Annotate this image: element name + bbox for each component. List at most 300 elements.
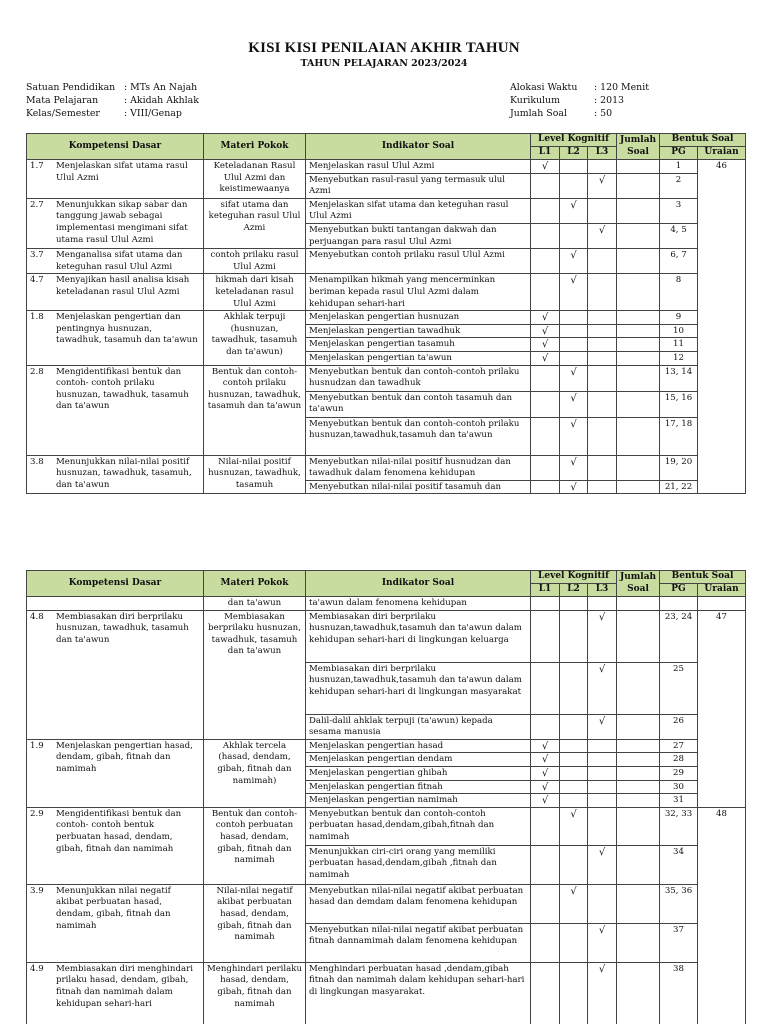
jumlah-soal-cell bbox=[617, 714, 660, 739]
level-2-cell bbox=[560, 766, 588, 780]
jumlah-soal-cell bbox=[617, 794, 660, 808]
kd-number: 3.9 bbox=[30, 885, 44, 896]
pg-cell: 13, 14 bbox=[660, 365, 698, 391]
level-2-cell bbox=[560, 417, 588, 455]
table-row bbox=[27, 884, 746, 923]
kd-content bbox=[30, 200, 200, 246]
level-2-cell bbox=[560, 923, 588, 962]
pg-cell: 17, 18 bbox=[660, 417, 698, 455]
kd-cell bbox=[27, 884, 204, 962]
level-3-cell bbox=[588, 365, 617, 391]
pg-cell: 21, 22 bbox=[660, 480, 698, 494]
level-2-cell bbox=[560, 480, 588, 494]
kd-cell bbox=[27, 807, 204, 884]
level-3-cell bbox=[588, 160, 617, 174]
jumlah-soal-cell bbox=[617, 780, 660, 794]
materi-cell: sifat utama dan keteguhan rasul Ulul Azmi bbox=[204, 198, 306, 248]
check-mark: √ bbox=[541, 161, 549, 172]
kd-text: Membiasakan diri berprilaku husnuzan, tawadhuk, tasamuh dan ta'awun bbox=[56, 611, 189, 645]
indikator-cell: Menampilkan hikmah yang mencerminkan beriman kepada rasul Ulul Azmi dalam kehidupan sehari-hari bbox=[306, 274, 531, 311]
level-2-cell bbox=[560, 753, 588, 767]
kd-content bbox=[30, 312, 200, 347]
level-3-cell bbox=[588, 714, 617, 739]
materi-cell: Bentuk dan contoh-contoh perbuatan hasad, dendam, gibah, fitnah dan namimah bbox=[204, 807, 306, 884]
kd-text: Menganalisa sifat utama dan keteguhan rasul Ulul Azmi bbox=[56, 250, 183, 272]
kd-number: 2.8 bbox=[30, 366, 44, 377]
level-2-cell bbox=[560, 160, 588, 174]
jumlah-soal-cell bbox=[617, 480, 660, 494]
kd-content bbox=[30, 457, 200, 492]
check-mark: √ bbox=[541, 781, 549, 793]
indikator-cell: Menyebutkan bentuk dan contoh-contoh perbuatan hasad,dendam,gibah,fitnah dan namimah bbox=[306, 807, 531, 845]
level-3-cell bbox=[588, 923, 617, 962]
indikator-cell: Menjelaskan pengertian fitnah bbox=[306, 780, 531, 794]
header-kompetensi-dasar: Kompetensi Dasar bbox=[27, 134, 204, 160]
kd-content bbox=[30, 886, 200, 932]
level-1-cell bbox=[531, 391, 560, 417]
level-1-cell bbox=[531, 739, 560, 753]
header-indikator-soal: Indikator Soal bbox=[306, 571, 531, 597]
indikator-cell: Menghindari perbuatan hasad ,dendam,gibah fitnah dan namimah dalam kehidupan sehari-hari di lingkungan masyarakat. bbox=[306, 962, 531, 1024]
table-row bbox=[27, 365, 746, 391]
header-jumlah-soal: Jumlah Soal bbox=[617, 134, 660, 160]
pg-cell: 35, 36 bbox=[660, 884, 698, 923]
level-3-cell bbox=[588, 274, 617, 311]
indikator-cell: Menyebutkan bentuk dan contoh tasamuh dan ta'awun bbox=[306, 391, 531, 417]
carry-row bbox=[27, 597, 746, 611]
info-value: : MTs An Najah bbox=[124, 82, 198, 93]
level-2-cell bbox=[560, 662, 588, 714]
level-1-cell bbox=[531, 753, 560, 767]
pg-cell: 31 bbox=[660, 794, 698, 808]
header-level-kognitif: Level Kognitif bbox=[531, 571, 617, 584]
level-2-cell bbox=[560, 223, 588, 248]
kd-cell bbox=[27, 739, 204, 807]
table-row bbox=[27, 274, 746, 311]
check-mark: √ bbox=[598, 611, 606, 623]
header-pg: PG bbox=[660, 147, 698, 160]
check-mark: √ bbox=[541, 795, 549, 807]
kd-number: 1.7 bbox=[30, 161, 44, 171]
pg-cell: 2 bbox=[660, 173, 698, 198]
info-row bbox=[510, 94, 649, 107]
level-3-cell bbox=[588, 417, 617, 455]
header-l3: L3 bbox=[588, 584, 617, 597]
header-uraian: Uraian bbox=[698, 147, 746, 160]
kd-number: 3.7 bbox=[30, 250, 44, 261]
level-2-cell bbox=[560, 962, 588, 1024]
level-2-cell bbox=[560, 714, 588, 739]
pg-cell: 30 bbox=[660, 780, 698, 794]
level-3-cell bbox=[588, 338, 617, 352]
check-mark: √ bbox=[541, 767, 549, 779]
pg-cell: 28 bbox=[660, 753, 698, 767]
jumlah-soal-cell bbox=[617, 324, 660, 338]
jumlah-soal-cell bbox=[617, 884, 660, 923]
pg-cell: 11 bbox=[660, 338, 698, 352]
check-mark: √ bbox=[598, 663, 606, 675]
header-bentuk-soal: Bentuk Soal bbox=[660, 571, 746, 584]
kd-number: 2.9 bbox=[30, 808, 44, 819]
empty-cell bbox=[531, 597, 560, 611]
materi-cell: Keteladanan Rasul Ulul Azmi dan keistimewaanya bbox=[204, 160, 306, 199]
indikator-cell: Menjelaskan pengertian ghibah bbox=[306, 766, 531, 780]
level-2-cell bbox=[560, 794, 588, 808]
info-key: Kelas/Semester bbox=[26, 108, 100, 119]
level-3-cell bbox=[588, 780, 617, 794]
info-row bbox=[510, 81, 649, 94]
level-3-cell bbox=[588, 455, 617, 480]
check-mark: √ bbox=[598, 715, 606, 727]
kd-number: 1.8 bbox=[30, 312, 44, 323]
table-row bbox=[27, 610, 746, 662]
table-row bbox=[27, 739, 746, 753]
kd-number: 1.9 bbox=[30, 740, 44, 751]
jumlah-soal-cell bbox=[617, 338, 660, 352]
table-row bbox=[27, 160, 746, 174]
kd-number: 4.7 bbox=[30, 275, 44, 286]
level-1-cell bbox=[531, 610, 560, 662]
info-key: Satuan Pendidikan bbox=[26, 82, 116, 93]
header-l2: L2 bbox=[560, 584, 588, 597]
indikator-cell: Menyebutkan bentuk dan contoh-contoh prilaku husnuzan,tawadhuk,tasamuh dan ta'awun bbox=[306, 417, 531, 455]
level-3-cell bbox=[588, 884, 617, 923]
table-row bbox=[27, 249, 746, 274]
uraian-cell bbox=[698, 597, 746, 611]
level-1-cell bbox=[531, 223, 560, 248]
pg-cell: 8 bbox=[660, 274, 698, 311]
level-2-cell bbox=[560, 311, 588, 325]
indikator-cell: Menjelaskan pengertian ta'awun bbox=[306, 351, 531, 365]
kd-number: 4.8 bbox=[30, 611, 44, 622]
jumlah-soal-cell bbox=[617, 455, 660, 480]
check-mark: √ bbox=[570, 885, 577, 897]
header-l3: L3 bbox=[588, 147, 617, 160]
header-level-kognitif: Level Kognitif bbox=[531, 134, 617, 147]
level-1-cell bbox=[531, 766, 560, 780]
indikator-cell: Menjelaskan pengertian tasamuh bbox=[306, 338, 531, 352]
level-1-cell bbox=[531, 884, 560, 923]
kisi-table-page-1 bbox=[26, 133, 746, 494]
info-row bbox=[26, 81, 199, 94]
jumlah-soal-cell bbox=[617, 610, 660, 662]
info-value: : Akidah Akhlak bbox=[124, 95, 199, 106]
jumlah-soal-cell bbox=[617, 311, 660, 325]
level-1-cell bbox=[531, 714, 560, 739]
pg-cell: 19, 20 bbox=[660, 455, 698, 480]
indikator-cell: Menjelaskan pengertian dendam bbox=[306, 753, 531, 767]
kd-cell bbox=[27, 249, 204, 274]
kd-cell bbox=[27, 455, 204, 494]
kd-text: Menjelaskan pengertian dan pentingnya husnuzan, tawadhuk, tasamuh dan ta'awun bbox=[56, 312, 198, 346]
indikator-cell: Menjelaskan pengertian hasad bbox=[306, 739, 531, 753]
materi-cell: Nilai-nilai positif husnuzan, tawadhuk, tasamuh bbox=[204, 455, 306, 494]
materi-cell: Menghindari perilaku hasad, dendam, gibah, fitnah dan namimah bbox=[204, 962, 306, 1024]
materi-cell: Bentuk dan contoh-contoh prilaku husnuzan, tawadhuk, tasamuh dan ta'awun bbox=[204, 365, 306, 455]
info-block-right bbox=[510, 81, 649, 120]
indikator-cell: Membiasakan diri berprilaku husnuzan,tawadhuk,tasamuh dan ta'awun dalam kehidupan sehari-hari di lingkungan keluarga bbox=[306, 610, 531, 662]
level-1-cell bbox=[531, 324, 560, 338]
jumlah-soal-cell bbox=[617, 766, 660, 780]
jumlah-soal-cell bbox=[617, 739, 660, 753]
pg-cell: 6, 7 bbox=[660, 249, 698, 274]
kd-cell bbox=[27, 962, 204, 1024]
check-mark: √ bbox=[598, 924, 606, 936]
materi-cell: Akhlak tercela (hasad, dendam, gibah, fitnah dan namimah) bbox=[204, 739, 306, 807]
level-2-cell bbox=[560, 455, 588, 480]
pg-cell: 15, 16 bbox=[660, 391, 698, 417]
jumlah-soal-cell bbox=[617, 173, 660, 198]
level-3-cell bbox=[588, 173, 617, 198]
level-3-cell bbox=[588, 662, 617, 714]
level-1-cell bbox=[531, 807, 560, 845]
level-2-cell bbox=[560, 324, 588, 338]
indikator-cell: ta'awun dalam fenomena kehidupan bbox=[306, 597, 531, 611]
kd-text: Menunjukkan nilai-nilai positif husnuzan, tawadhuk, tasamuh, dan ta'awun bbox=[56, 456, 192, 490]
check-mark: √ bbox=[598, 963, 606, 975]
indikator-cell: Menyebutkan contoh prilaku rasul Ulul Azmi bbox=[306, 249, 531, 274]
header-l1: L1 bbox=[531, 147, 560, 160]
indikator-cell: Menyebutkan bukti tantangan dakwah dan perjuangan para rasul Ulul Azmi bbox=[306, 223, 531, 248]
indikator-cell: Menyebutkan nilai-nilai negatif akibat perbuatan fitnah dannamimah dalam fenomena kehidupan bbox=[306, 923, 531, 962]
kd-text: Mengidentifikasi bentuk dan contoh- contoh prilaku husnuzan, tawadhuk, tasamuh dan ta'awun bbox=[56, 366, 189, 412]
info-value: : 2013 bbox=[594, 95, 624, 106]
materi-cell: dan ta'awun bbox=[204, 597, 306, 611]
pg-cell: 3 bbox=[660, 198, 698, 223]
materi-cell: Akhlak terpuji (husnuzan, tawadhuk, tasamuh dan ta'awun) bbox=[204, 311, 306, 365]
kd-number: 4.9 bbox=[30, 963, 44, 974]
kd-content bbox=[30, 612, 200, 647]
indikator-cell: Menyebutkan bentuk dan contoh-contoh prilaku husnudzan dan tawadhuk bbox=[306, 365, 531, 391]
info-block-left bbox=[26, 81, 199, 120]
level-2-cell bbox=[560, 391, 588, 417]
level-1-cell bbox=[531, 351, 560, 365]
check-mark: √ bbox=[570, 418, 577, 430]
jumlah-soal-cell bbox=[617, 223, 660, 248]
table-row bbox=[27, 962, 746, 1024]
indikator-cell: Menyebutkan rasul-rasul yang termasuk ulul Azmi bbox=[306, 173, 531, 198]
indikator-cell: Menjelaskan pengertian husnuzan bbox=[306, 311, 531, 325]
table-row bbox=[27, 455, 746, 480]
check-mark: √ bbox=[541, 352, 549, 364]
jumlah-soal-cell bbox=[617, 198, 660, 223]
kd-content bbox=[30, 964, 200, 1010]
kd-content bbox=[30, 275, 200, 298]
check-mark: √ bbox=[541, 312, 549, 324]
level-2-cell bbox=[560, 338, 588, 352]
info-row bbox=[26, 107, 199, 120]
materi-cell: hikmah dari kisah keteladanan rasul Ulul Azmi bbox=[204, 274, 306, 311]
level-1-cell bbox=[531, 455, 560, 480]
table-row bbox=[27, 198, 746, 223]
materi-cell: Membiasakan berprilaku husnuzan, tawadhuk, tasamuh dan ta'awun bbox=[204, 610, 306, 739]
check-mark: √ bbox=[541, 325, 549, 337]
level-1-cell bbox=[531, 249, 560, 274]
check-mark: √ bbox=[541, 754, 549, 766]
check-mark: √ bbox=[570, 481, 577, 493]
info-row bbox=[26, 94, 199, 107]
level-3-cell bbox=[588, 480, 617, 494]
jumlah-soal-cell bbox=[617, 753, 660, 767]
level-3-cell bbox=[588, 324, 617, 338]
level-3-cell bbox=[588, 962, 617, 1024]
empty-cell bbox=[588, 597, 617, 611]
pg-cell: 9 bbox=[660, 311, 698, 325]
info-row bbox=[510, 107, 649, 120]
pg-cell: 23, 24 bbox=[660, 610, 698, 662]
indikator-cell: Menjelaskan sifat utama dan keteguhan rasul Ulul Azmi bbox=[306, 198, 531, 223]
kd-cell bbox=[27, 274, 204, 311]
check-mark: √ bbox=[570, 456, 577, 468]
pg-cell: 29 bbox=[660, 766, 698, 780]
uraian-cell: 46 bbox=[698, 160, 746, 494]
pg-cell: 38 bbox=[660, 962, 698, 1024]
check-mark: √ bbox=[598, 846, 606, 858]
level-1-cell bbox=[531, 365, 560, 391]
kisi-table-page-2 bbox=[26, 570, 746, 1024]
kd-cell bbox=[27, 160, 204, 199]
pg-cell: 32, 33 bbox=[660, 807, 698, 845]
level-1-cell bbox=[531, 198, 560, 223]
pg-cell: 1 bbox=[660, 160, 698, 174]
level-1-cell bbox=[531, 794, 560, 808]
empty-cell bbox=[617, 597, 660, 611]
document-subtitle: TAHUN PELAJARAN 2023/2024 bbox=[300, 58, 468, 69]
materi-cell: contoh prilaku rasul Ulul Azmi bbox=[204, 249, 306, 274]
header-materi-pokok: Materi Pokok bbox=[204, 571, 306, 597]
kd-text: Menunjukkan nilai negatif akibat perbuatan hasad, dendam, gibah, fitnah dan namimah bbox=[56, 885, 171, 931]
pg-cell: 27 bbox=[660, 739, 698, 753]
header-l2: L2 bbox=[560, 147, 588, 160]
header-uraian: Uraian bbox=[698, 584, 746, 597]
pg-cell: 4, 5 bbox=[660, 223, 698, 248]
kd-content bbox=[30, 161, 200, 184]
level-1-cell bbox=[531, 173, 560, 198]
header-kompetensi-dasar: Kompetensi Dasar bbox=[27, 571, 204, 597]
indikator-cell: Menyebutkan nilai-nilai positif tasamuh dan bbox=[306, 480, 531, 494]
indikator-cell: Membiasakan diri berprilaku husnuzan,tawadhuk,tasamuh dan ta'awun dalam kehidupan sehari-hari di lingkungan masyarakat bbox=[306, 662, 531, 714]
jumlah-soal-cell bbox=[617, 962, 660, 1024]
kd-cell bbox=[27, 365, 204, 455]
kd-text: Menjelaskan pengertian hasad, dendam, gibah, fitnah dan namimah bbox=[56, 740, 193, 774]
level-2-cell bbox=[560, 249, 588, 274]
jumlah-soal-cell bbox=[617, 807, 660, 845]
materi-cell: Nilai-nilai negatif akibat perbuatan hasad, dendam, gibah, fitnah dan namimah bbox=[204, 884, 306, 962]
level-1-cell bbox=[531, 338, 560, 352]
header-l1: L1 bbox=[531, 584, 560, 597]
level-1-cell bbox=[531, 480, 560, 494]
level-1-cell bbox=[531, 962, 560, 1024]
check-mark: √ bbox=[570, 366, 577, 378]
kd-content bbox=[30, 367, 200, 413]
check-mark: √ bbox=[541, 339, 549, 351]
kd-number: 3.8 bbox=[30, 456, 44, 467]
table-row bbox=[27, 311, 746, 325]
info-key: Alokasi Waktu bbox=[510, 82, 578, 93]
indikator-cell: Menjelaskan pengertian namimah bbox=[306, 794, 531, 808]
uraian-cell: 48 bbox=[698, 807, 746, 1024]
info-value: : VIII/Genap bbox=[124, 108, 182, 119]
level-2-cell bbox=[560, 198, 588, 223]
info-value: : 50 bbox=[594, 108, 613, 119]
jumlah-soal-cell bbox=[617, 160, 660, 174]
kd-text: Menyajikan hasil analisa kisah keteladanan rasul Ulul Azmi bbox=[56, 275, 190, 297]
kd-content bbox=[30, 809, 200, 855]
kd-text: Membiasakan diri menghindari prilaku hasad, dendam, gibah, fitnah dan namimah dalam kehidupan sehari-hari bbox=[56, 963, 193, 1009]
level-3-cell bbox=[588, 610, 617, 662]
level-3-cell bbox=[588, 223, 617, 248]
jumlah-soal-cell bbox=[617, 274, 660, 311]
level-3-cell bbox=[588, 739, 617, 753]
info-key: Mata Pelajaran bbox=[26, 95, 99, 106]
jumlah-soal-cell bbox=[617, 391, 660, 417]
pg-cell: 10 bbox=[660, 324, 698, 338]
kd-text: Menunjukkan sikap sabar dan tanggung jawab sebagai implementasi mengimani sifat utama rasul Ulul Azmi bbox=[56, 199, 188, 245]
header-materi-pokok: Materi Pokok bbox=[204, 134, 306, 160]
jumlah-soal-cell bbox=[617, 845, 660, 884]
kd-text: Menjelaskan sifat utama rasul Ulul Azmi bbox=[56, 161, 188, 183]
level-1-cell bbox=[531, 311, 560, 325]
indikator-cell: Menjelaskan rasul Ulul Azmi bbox=[306, 160, 531, 174]
indikator-cell: Menyebutkan nilai-nilai negatif akibat perbuatan hasad dan demdam dalam fenomena kehidupan bbox=[306, 884, 531, 923]
table-row bbox=[27, 807, 746, 845]
document-title: KISI KISI PENILAIAN AKHIR TAHUN bbox=[248, 40, 520, 56]
info-value: : 120 Menit bbox=[594, 82, 649, 93]
level-1-cell bbox=[531, 274, 560, 311]
pg-cell: 26 bbox=[660, 714, 698, 739]
level-2-cell bbox=[560, 351, 588, 365]
level-1-cell bbox=[531, 417, 560, 455]
indikator-cell: Menjelaskan pengertian tawadhuk bbox=[306, 324, 531, 338]
info-key: Jumlah Soal bbox=[510, 108, 567, 119]
level-3-cell bbox=[588, 351, 617, 365]
pg-cell: 37 bbox=[660, 923, 698, 962]
level-2-cell bbox=[560, 845, 588, 884]
check-mark: √ bbox=[570, 199, 577, 211]
jumlah-soal-cell bbox=[617, 365, 660, 391]
kd-cell bbox=[27, 610, 204, 739]
level-1-cell bbox=[531, 923, 560, 962]
kd-number: 2.7 bbox=[30, 199, 44, 210]
jumlah-soal-cell bbox=[617, 417, 660, 455]
level-2-cell bbox=[560, 739, 588, 753]
jumlah-soal-cell bbox=[617, 923, 660, 962]
level-3-cell bbox=[588, 807, 617, 845]
check-mark: √ bbox=[598, 174, 606, 186]
pg-cell bbox=[660, 597, 698, 611]
level-1-cell bbox=[531, 160, 560, 174]
indikator-cell: Menyebutkan nilai-nilai positif husnudzan dan tawadhuk dalam fenomena kehidupan bbox=[306, 455, 531, 480]
kd-cell bbox=[27, 597, 204, 611]
level-3-cell bbox=[588, 794, 617, 808]
pg-cell: 12 bbox=[660, 351, 698, 365]
jumlah-soal-cell bbox=[617, 249, 660, 274]
indikator-cell: Menunjukkan ciri-ciri orang yang memiliki perbuatan hasad,dendam,gibah ,fitnah dan namimah bbox=[306, 845, 531, 884]
kd-cell bbox=[27, 198, 204, 248]
level-3-cell bbox=[588, 753, 617, 767]
check-mark: √ bbox=[570, 275, 577, 287]
level-1-cell bbox=[531, 662, 560, 714]
level-1-cell bbox=[531, 780, 560, 794]
level-2-cell bbox=[560, 365, 588, 391]
level-2-cell bbox=[560, 173, 588, 198]
level-3-cell bbox=[588, 845, 617, 884]
kd-text: Mengidentifikasi bentuk dan contoh- contoh bentuk perbuatan hasad, dendam, gibah, fitnah dan namimah bbox=[56, 808, 182, 854]
level-3-cell bbox=[588, 311, 617, 325]
header-pg: PG bbox=[660, 584, 698, 597]
level-1-cell bbox=[531, 845, 560, 884]
level-2-cell bbox=[560, 274, 588, 311]
